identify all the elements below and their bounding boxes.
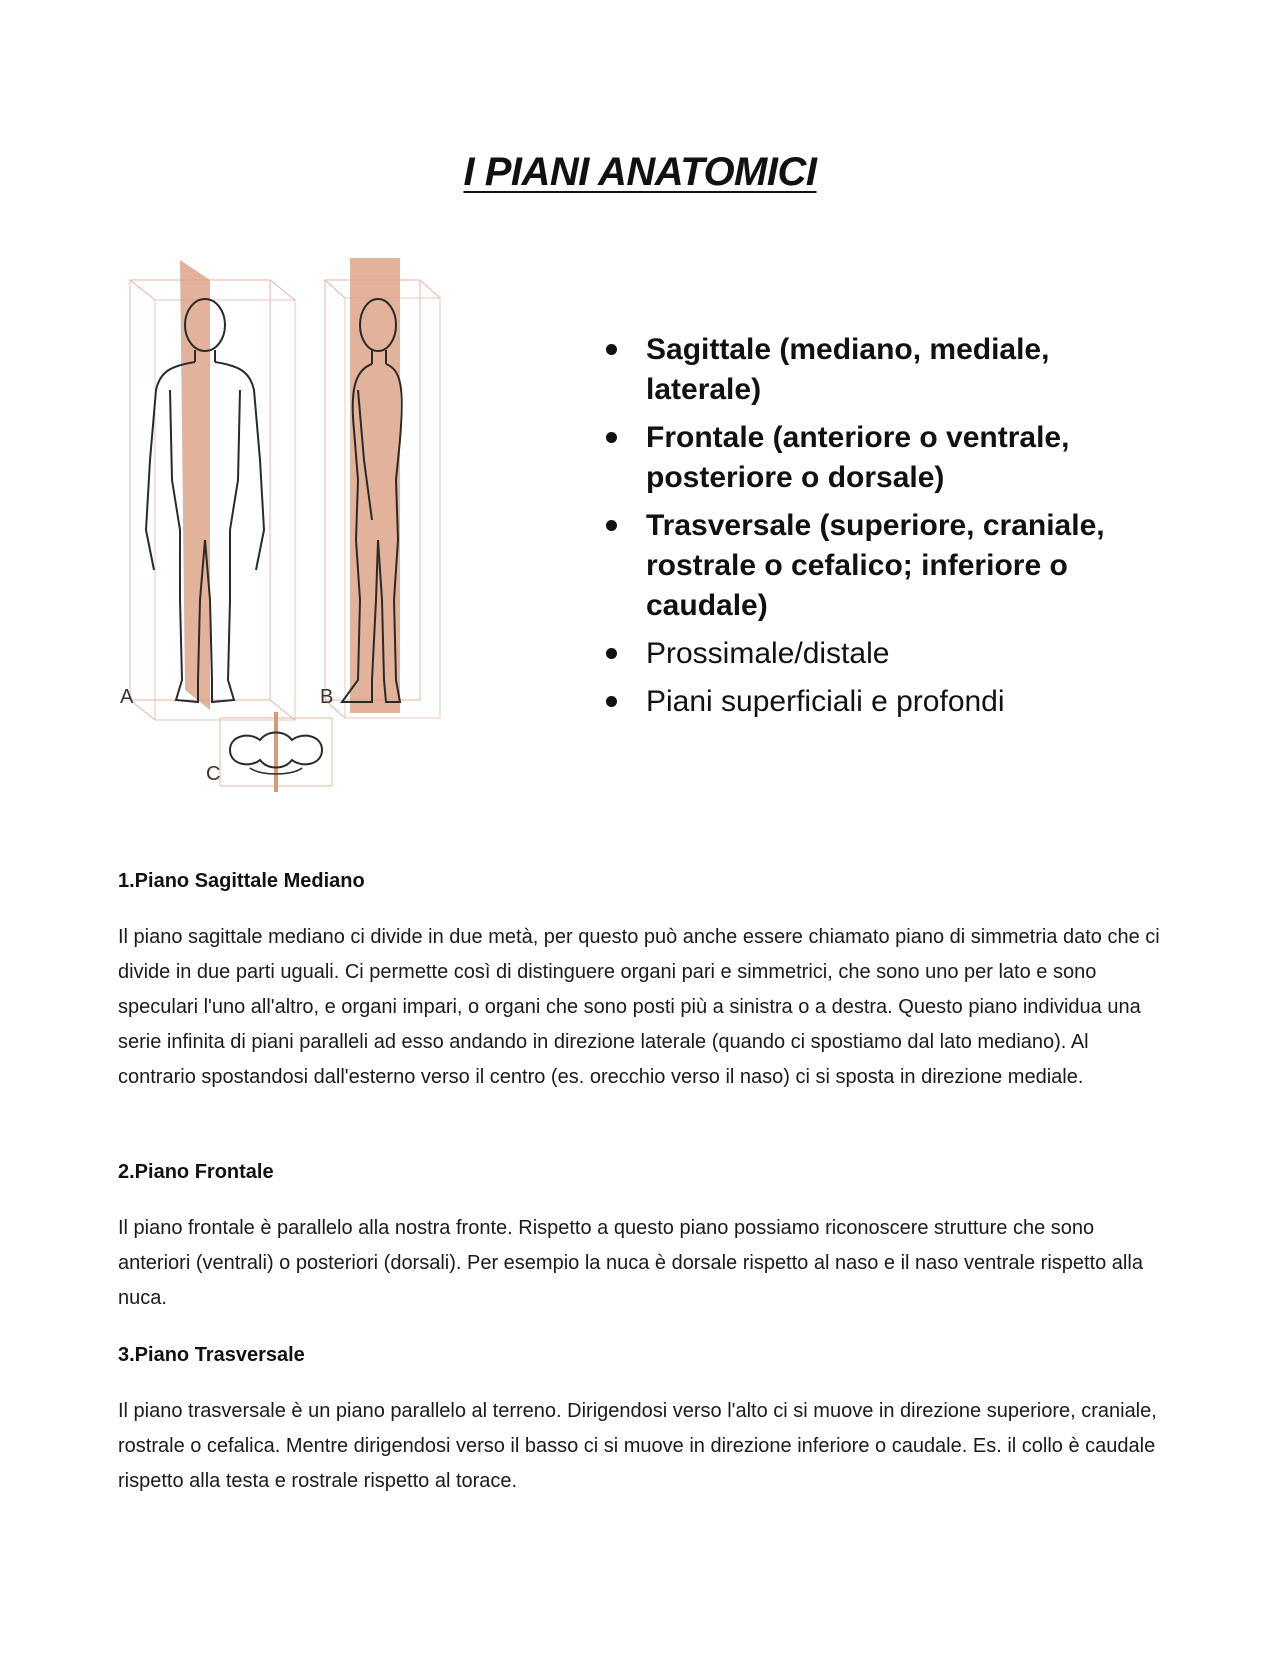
list-item	[600, 506, 1160, 626]
section-heading: 1.Piano Sagittale Mediano	[118, 870, 365, 892]
figure-label-b: B	[320, 686, 334, 708]
list-item-text: Frontale (anteriore o ventrale, posteriore o dorsale)	[646, 421, 1070, 494]
list-item	[600, 682, 1160, 722]
figure-b-lateral-view	[325, 258, 440, 718]
anatomical-planes-figure	[110, 240, 480, 840]
list-item	[600, 634, 1160, 674]
list-item-text: Sagittale (mediano, mediale, laterale)	[646, 333, 1050, 406]
list-item	[600, 418, 1160, 498]
section-transverse	[118, 1342, 1168, 1499]
section-heading: 3.Piano Trasversale	[118, 1344, 305, 1366]
section-body: Il piano frontale è parallelo alla nostra fronte. Rispetto a questo piano possiamo riconoscere strutture che sono anteriori (ventrali) o posteriori (dorsali). Per esempio la nuca è dorsale rispetto al naso e il naso ventrale rispetto alla nuca.	[118, 1217, 1143, 1309]
list-item-text: Prossimale/distale	[646, 637, 890, 670]
anatomical-planes-illustration	[110, 240, 480, 840]
bullet-icon	[606, 344, 617, 355]
section-frontal	[118, 1159, 1168, 1316]
section-body: Il piano sagittale mediano ci divide in due metà, per questo può anche essere chiamato piano di simmetria dato che ci divide in due parti uguali. Ci permette così di distinguere organi pari e simmetrici, che sono uno per lato e sono speculari l'uno all'altro, e organi impari, o organi che sono posti più a sinistra o a destra. Questo piano individua una serie infinita di piani paralleli ad esso andando in direzione laterale (quando ci spostiamo dal lato mediano). Al contrario spostandosi dall'esterno verso il centro (es. orecchio verso il naso) ci si sposta in direzione mediale.	[118, 926, 1160, 1088]
figure-label-c: C	[206, 763, 221, 785]
list-item	[600, 330, 1160, 410]
list-item-text: Trasversale (superiore, craniale, rostrale o cefalico; inferiore o caudale)	[646, 509, 1105, 622]
bullet-icon	[606, 432, 617, 443]
plane-list	[600, 330, 1160, 730]
figure-label-a: A	[120, 686, 134, 708]
section-sagittal	[118, 868, 1168, 1095]
list-item-text: Piani superficiali e profondi	[646, 685, 1005, 718]
bullet-icon	[606, 696, 617, 707]
section-body: Il piano trasversale è un piano parallelo al terreno. Dirigendosi verso l'alto ci si muove in direzione superiore, craniale, rostrale o cefalica. Mentre dirigendosi verso il basso ci si muove in direzione inferiore o caudale. Es. il collo è caudale rispetto alla testa e rostrale rispetto al torace.	[118, 1400, 1157, 1492]
bullet-icon	[606, 648, 617, 659]
section-heading: 2.Piano Frontale	[118, 1161, 274, 1183]
figure-c-transverse-view	[220, 712, 332, 792]
page-title: I PIANI ANATOMICI	[463, 150, 817, 194]
bullet-icon	[606, 520, 617, 531]
figure-a-frontal-view	[130, 260, 295, 720]
